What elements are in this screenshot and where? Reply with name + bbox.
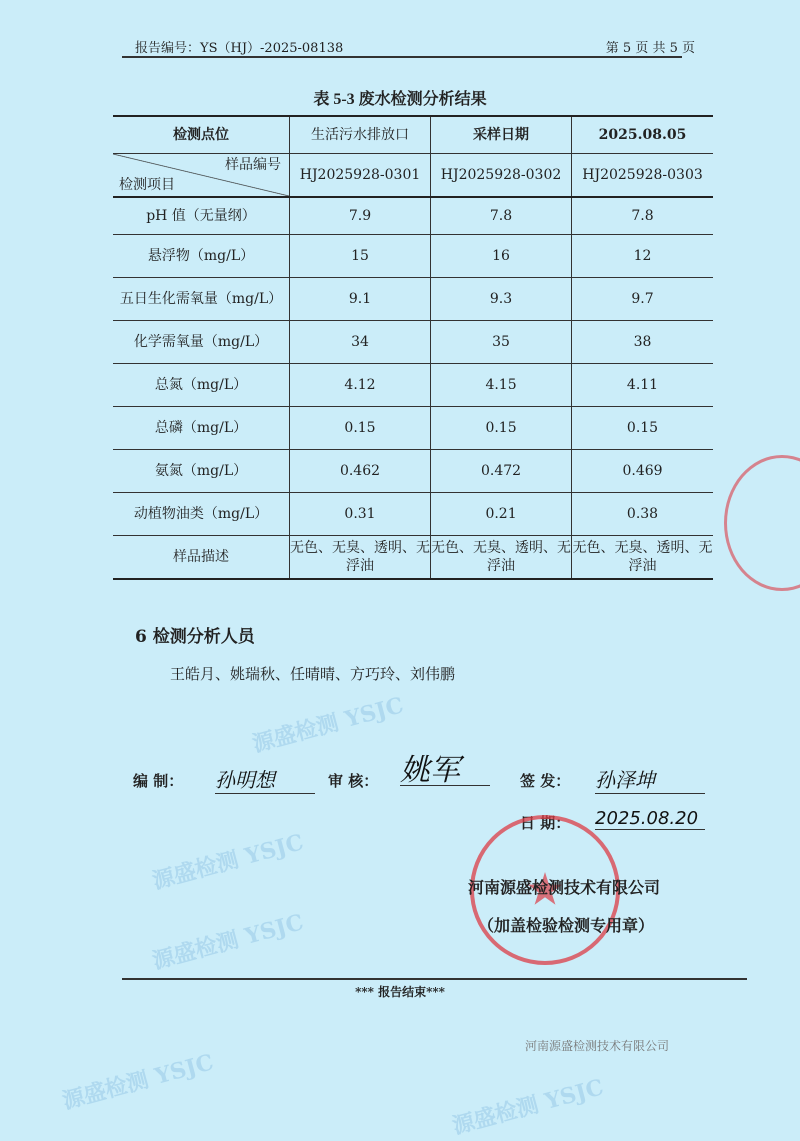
item-cell: 化学需氧量（mg/L） [113,321,290,364]
value-cell: 12 [572,235,713,278]
value-cell: 35 [431,321,572,364]
sample-id-cell: HJ2025928-0302 [431,154,572,198]
compiled-label: 编 制： [133,772,184,790]
item-cell: 总磷（mg/L） [113,407,290,450]
results-table [113,115,713,580]
header-divider [122,56,682,58]
item-cell: 动植物油类（mg/L） [113,493,290,536]
table-row [113,321,713,364]
table-row [113,197,713,235]
value-cell: 9.3 [431,278,572,321]
reviewed-signature: 姚军 [400,745,490,786]
footer-company: 河南源盛检测技术有限公司 [525,1039,670,1053]
value-cell: 4.15 [431,364,572,407]
page-indicator: 第 5 页 共 5 页 [605,41,695,56]
value-cell: 0.21 [431,493,572,536]
diagonal-header-cell [113,154,290,198]
value-cell: 0.472 [431,450,572,493]
header-cell: 2025.08.05 [572,116,713,154]
value-cell: 38 [572,321,713,364]
value-cell: 9.1 [290,278,431,321]
end-divider [122,978,747,980]
item-cell: 悬浮物（mg/L） [113,235,290,278]
value-cell: 无色、无臭、透明、无浮油 [572,536,713,580]
value-cell: 7.8 [572,197,713,235]
value-cell: 0.462 [290,450,431,493]
watermark: 源盛检测 YSJC [249,692,407,758]
value-cell: 7.8 [431,197,572,235]
item-cell: 五日生化需氧量（mg/L） [113,278,290,321]
table-row [113,536,713,580]
table-row [113,364,713,407]
value-cell: 无色、无臭、透明、无浮油 [431,536,572,580]
value-cell: 4.12 [290,364,431,407]
value-cell: 34 [290,321,431,364]
watermark: 源盛检测 YSJC [149,909,307,975]
watermark: 源盛检测 YSJC [59,1049,217,1115]
company-name: 河南源盛检测技术有限公司 [468,878,661,897]
watermark: 源盛检测 YSJC [449,1074,607,1140]
table-title: 表 5-3 废水检测分析结果 [313,91,487,108]
table-row [113,450,713,493]
value-cell: 15 [290,235,431,278]
issued-label: 签 发： [520,772,571,790]
value-cell: 16 [431,235,572,278]
diag-top-label: 样品编号 [225,157,281,173]
value-cell: 0.469 [572,450,713,493]
table-row [113,235,713,278]
value-cell: 0.15 [572,407,713,450]
header-cell: 采样日期 [431,116,572,154]
watermark: 源盛检测 YSJC [149,829,307,895]
date-value: 2025.08.20 [595,808,705,830]
header-cell: 检测点位 [113,116,290,154]
issued-signature: 孙泽坤 [595,764,705,794]
value-cell: 0.38 [572,493,713,536]
item-cell: pH 值（无量纲） [113,197,290,235]
table-header-row [113,116,713,154]
side-seal [724,455,800,591]
sample-id-row [113,154,713,198]
value-cell: 0.15 [290,407,431,450]
compiled-signature: 孙明想 [215,764,315,794]
report-end: *** 报告结束*** [355,985,445,999]
personnel-list: 王皓月、姚瑞秋、任晴晴、方巧玲、刘伟鹏 [170,665,456,683]
reviewed-label: 审 核： [328,772,379,790]
report-number: 报告编号：YS（HJ）-2025-08138 [135,41,344,56]
diag-bottom-label: 检测项目 [119,177,175,193]
value-cell: 7.9 [290,197,431,235]
sample-id-cell: HJ2025928-0301 [290,154,431,198]
table-row [113,278,713,321]
section-heading: 6 检测分析人员 [135,627,255,647]
value-cell: 9.7 [572,278,713,321]
table-row [113,407,713,450]
item-cell: 氨氮（mg/L） [113,450,290,493]
value-cell: 无色、无臭、透明、无浮油 [290,536,431,580]
table-row [113,493,713,536]
item-cell: 样品描述 [113,536,290,580]
item-cell: 总氮（mg/L） [113,364,290,407]
value-cell: 0.31 [290,493,431,536]
value-cell: 0.15 [431,407,572,450]
header-cell: 生活污水排放口 [290,116,431,154]
stamp-note: （加盖检验检测专用章） [478,916,655,935]
value-cell: 4.11 [572,364,713,407]
date-label: 日 期： [520,814,571,832]
sample-id-cell: HJ2025928-0303 [572,154,713,198]
